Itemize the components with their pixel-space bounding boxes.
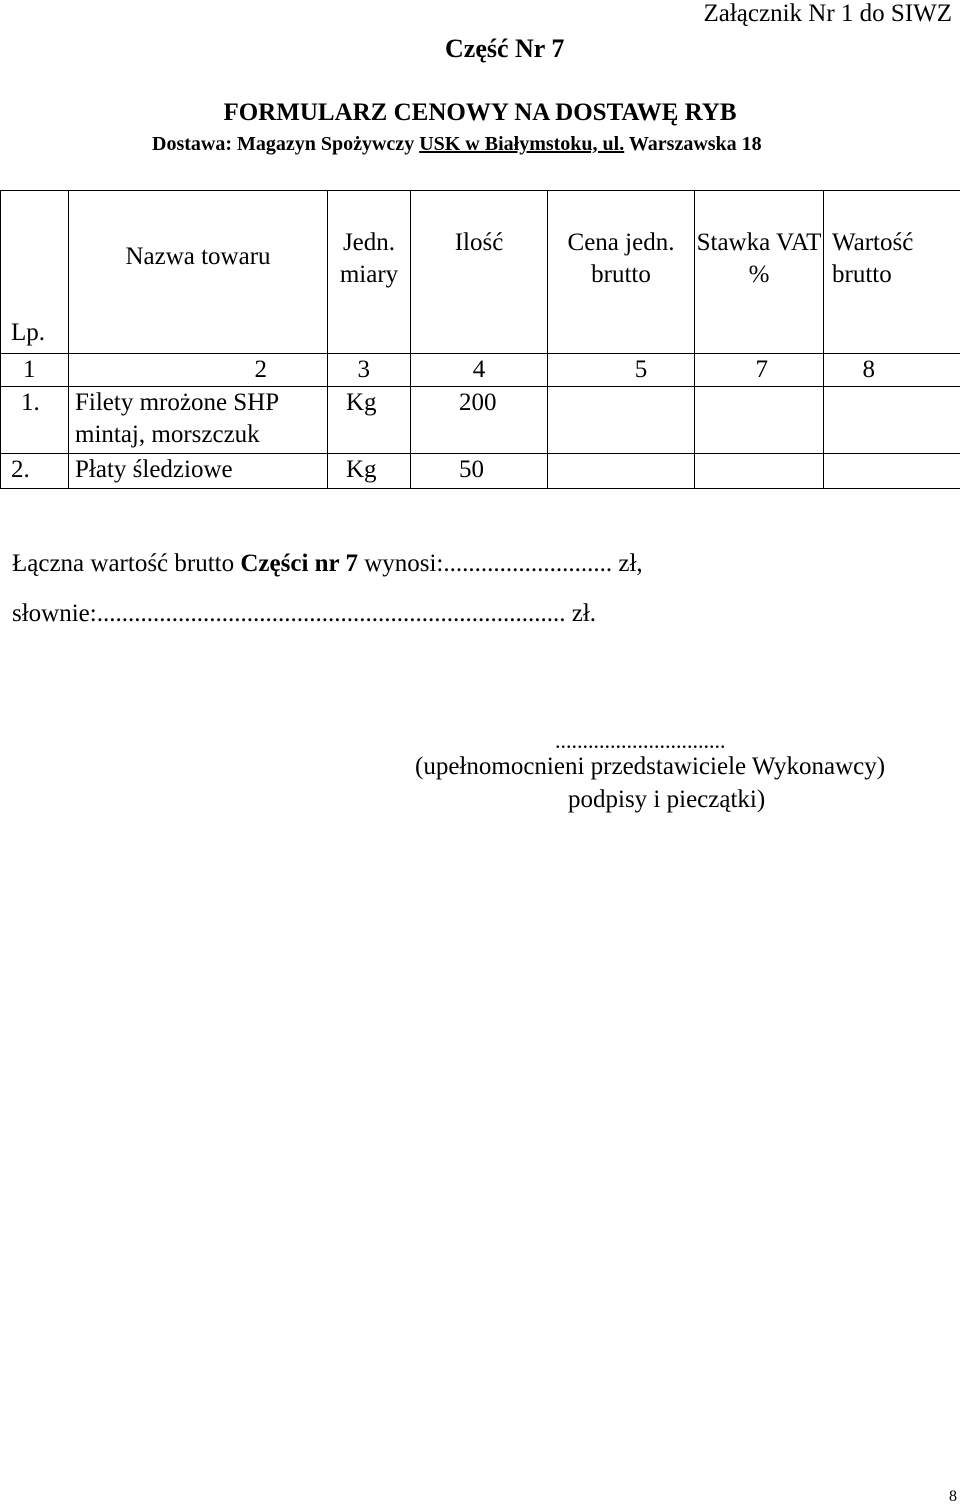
delivery-address	[152, 133, 762, 156]
delivery-prefix: Dostawa: Magazyn Spożywczy	[152, 133, 420, 155]
form-title: FORMULARZ CENOWY NA DOSTAWĘ RYB	[223, 99, 737, 126]
cell-qty: 200	[411, 387, 548, 454]
cell-lp: 1.	[1, 387, 69, 454]
column-number: 3	[328, 354, 411, 387]
header-price: Cena jedn. brutto	[548, 191, 695, 354]
column-number: 4	[411, 354, 548, 387]
cell-price[interactable]	[548, 387, 695, 454]
price-table	[0, 190, 960, 489]
signature-caption-2: podpisy i pieczątki)	[568, 786, 766, 813]
header-lp: Lp.	[1, 191, 69, 354]
table-row	[1, 454, 960, 489]
cell-lp: 2.	[1, 454, 69, 489]
total-suffix: wynosi:........................... zł,	[357, 550, 643, 577]
cell-price[interactable]	[548, 454, 695, 489]
cell-name: Filety mrożone SHP mintaj, morszczuk	[69, 387, 328, 454]
page-number: 8	[949, 1488, 957, 1505]
cell-vat[interactable]	[695, 387, 824, 454]
part-title: Część Nr 7	[445, 34, 565, 63]
total-prefix: Łączna wartość brutto	[12, 550, 241, 577]
column-number: 7	[695, 354, 824, 387]
cell-unit: Kg	[328, 387, 411, 454]
cell-name: Płaty śledziowe	[69, 454, 328, 489]
cell-vat[interactable]	[695, 454, 824, 489]
signature-caption-1: (upełnomocnieni przedstawiciele Wykonawcy)	[415, 753, 886, 780]
in-words-line: słownie:........................................................................... zł.	[12, 600, 597, 627]
attachment-label: Załącznik Nr 1 do SIWZ	[703, 0, 952, 27]
column-number: 8	[824, 354, 960, 387]
cell-total[interactable]	[824, 387, 960, 454]
delivery-suffix: Warszawska 18	[624, 133, 762, 155]
header-unit: Jedn. miary	[328, 191, 411, 354]
total-value-line	[12, 550, 643, 578]
column-number: 2	[69, 354, 328, 387]
cell-unit: Kg	[328, 454, 411, 489]
table-row	[1, 387, 960, 454]
delivery-underlined: USK w Białymstoku, ul.	[419, 133, 625, 155]
cell-qty: 50	[411, 454, 548, 489]
column-number: 5	[548, 354, 695, 387]
total-part: Części nr 7	[240, 550, 358, 577]
column-numbers-row	[1, 354, 960, 387]
header-vat: Stawka VAT %	[695, 191, 824, 354]
header-qty: Ilość	[411, 191, 548, 354]
header-name: Nazwa towaru	[69, 191, 328, 354]
header-total: Wartość brutto	[824, 191, 960, 354]
cell-total[interactable]	[824, 454, 960, 489]
table-header-row	[1, 191, 960, 354]
column-number: 1	[1, 354, 69, 387]
signature-dots: ...............................	[555, 728, 726, 753]
